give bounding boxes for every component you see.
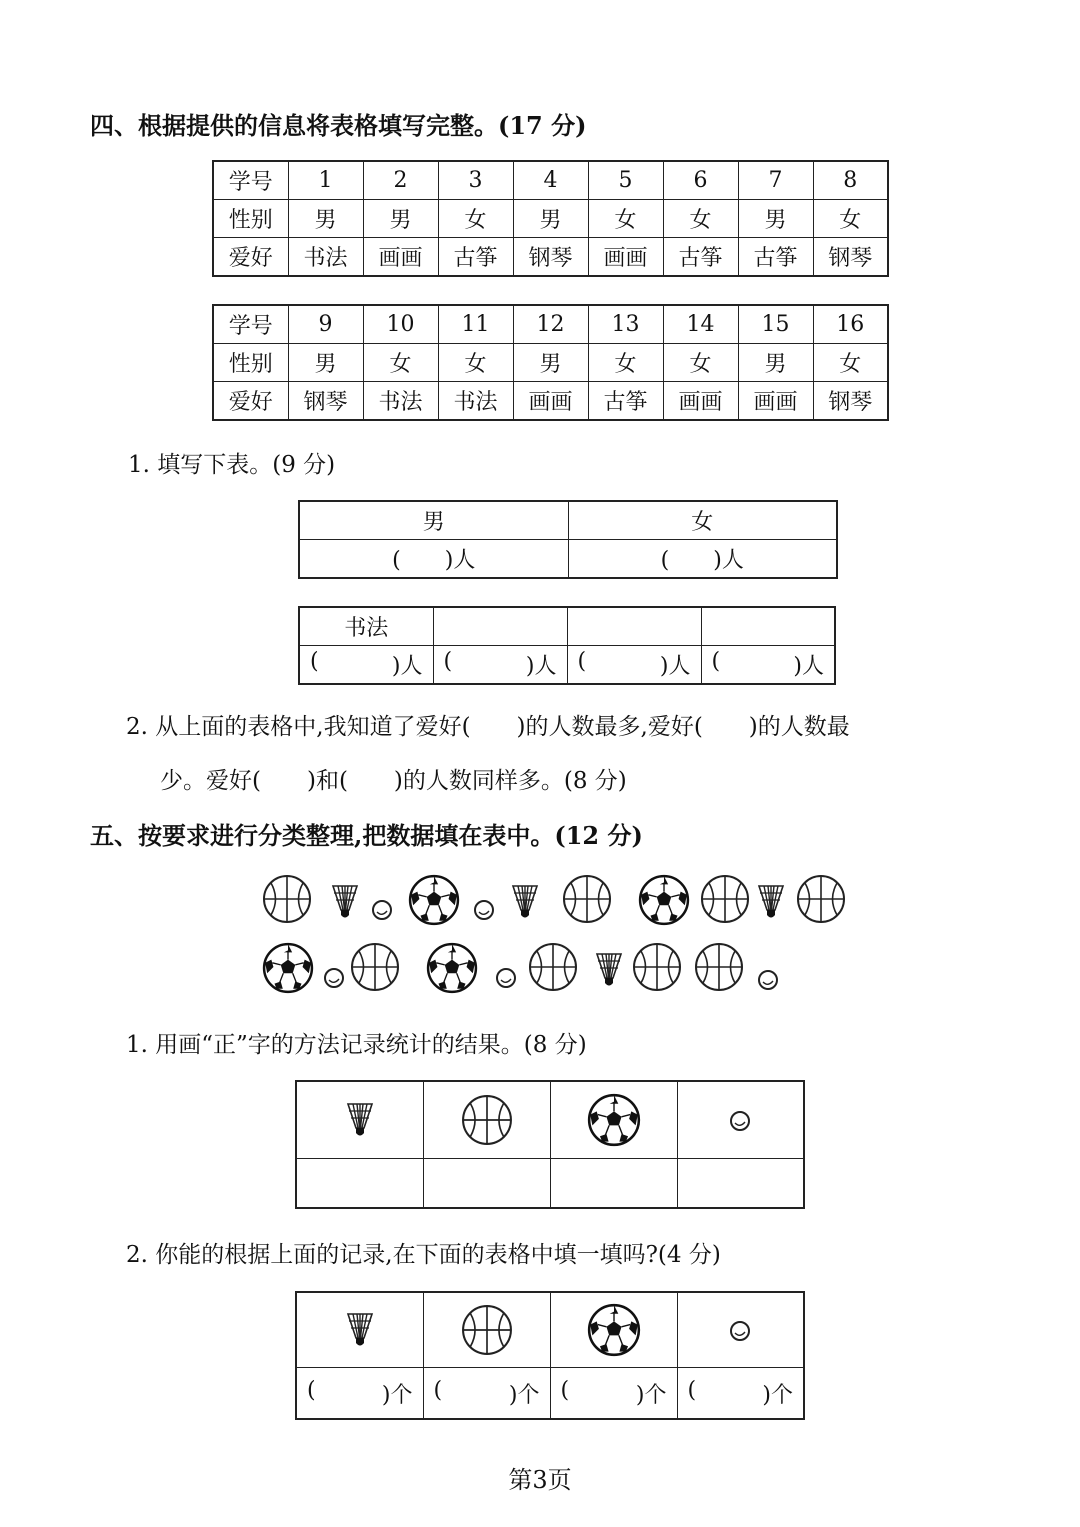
basketball-icon xyxy=(264,876,310,922)
count-blank[interactable] xyxy=(550,1368,677,1420)
basketball-header xyxy=(423,1292,550,1368)
soccer-icon xyxy=(587,1093,641,1147)
student-gender: 女 xyxy=(813,344,888,382)
tally-cell[interactable] xyxy=(296,1159,423,1209)
row-label: 爱好 xyxy=(213,382,288,421)
shuttlecock-header xyxy=(296,1081,423,1159)
basketball-icon xyxy=(352,944,398,990)
basketball-icon xyxy=(530,944,576,990)
table-row xyxy=(299,540,837,579)
count-blank[interactable] xyxy=(677,1368,804,1420)
balls-row-1 xyxy=(0,868,1080,932)
student-id: 2 xyxy=(363,161,438,200)
student-hobby: 古筝 xyxy=(738,238,813,277)
hobby-header-blank[interactable] xyxy=(701,607,835,646)
row-label: 学号 xyxy=(213,161,288,200)
soccer-icon xyxy=(428,944,476,992)
basketball-icon xyxy=(696,944,742,990)
pingpong-icon xyxy=(759,971,777,989)
table-row xyxy=(213,238,888,277)
paren-open: ( xyxy=(577,649,587,674)
paren-open: ( xyxy=(711,649,721,674)
shuttlecock-icon xyxy=(333,886,357,918)
basketball-icon xyxy=(461,1304,513,1356)
paren-close: )人 xyxy=(659,654,691,679)
student-id: 10 xyxy=(363,305,438,344)
table-row xyxy=(299,501,837,540)
balls-row-2 xyxy=(0,938,1080,1002)
student-hobby: 画画 xyxy=(588,238,663,277)
hobby-header-calligraphy: 书法 xyxy=(299,607,433,646)
count-blank[interactable] xyxy=(423,1368,550,1420)
table-row xyxy=(296,1081,804,1159)
table-row xyxy=(296,1292,804,1368)
table-row xyxy=(213,305,888,344)
student-table-1 xyxy=(212,160,889,277)
basketball-icon xyxy=(798,876,844,922)
paren-close: )人 xyxy=(793,654,824,679)
student-hobby: 画画 xyxy=(663,382,738,421)
paren-open: ( xyxy=(307,1377,316,1403)
hobby-count-blank[interactable] xyxy=(299,646,433,685)
student-hobby: 古筝 xyxy=(663,238,738,277)
basketball-header xyxy=(423,1081,550,1159)
student-gender: 男 xyxy=(288,200,363,238)
student-id: 15 xyxy=(738,305,813,344)
soccer-header xyxy=(550,1081,677,1159)
student-hobby: 钢琴 xyxy=(288,382,363,421)
student-gender: 女 xyxy=(663,200,738,238)
paren-open: ( xyxy=(560,1377,570,1403)
student-gender: 男 xyxy=(513,344,588,382)
pingpong-header xyxy=(677,1081,804,1159)
shuttlecock-icon xyxy=(345,1100,375,1140)
table-row xyxy=(299,646,835,685)
student-hobby: 钢琴 xyxy=(813,382,888,421)
student-hobby: 古筝 xyxy=(438,238,513,277)
male-count-blank[interactable]: ( )人 xyxy=(299,540,568,579)
student-gender: 男 xyxy=(363,200,438,238)
student-hobby: 画画 xyxy=(738,382,813,421)
row-label: 爱好 xyxy=(213,238,288,277)
student-id: 14 xyxy=(663,305,738,344)
hobby-count-blank[interactable] xyxy=(567,646,701,685)
student-id: 7 xyxy=(738,161,813,200)
basketball-icon xyxy=(634,944,680,990)
student-gender: 女 xyxy=(663,344,738,382)
section4-title: 四、根据提供的信息将表格填写完整。(17 分) xyxy=(90,111,587,140)
hobby-count-blank[interactable] xyxy=(701,646,835,685)
pingpong-icon xyxy=(728,1109,752,1133)
female-count-blank[interactable]: ( )人 xyxy=(568,540,837,579)
student-hobby: 书法 xyxy=(363,382,438,421)
basketball-icon xyxy=(702,876,748,922)
pingpong-icon xyxy=(475,901,493,919)
paren-close: )个 xyxy=(508,1382,540,1408)
table-row xyxy=(213,382,888,421)
student-gender: 男 xyxy=(288,344,363,382)
table-row xyxy=(299,607,835,646)
paren-close: )个 xyxy=(762,1382,793,1408)
soccer-icon xyxy=(640,876,688,924)
soccer-icon xyxy=(410,876,458,924)
student-gender: 女 xyxy=(813,200,888,238)
gender-header-female: 女 xyxy=(568,501,837,540)
section5-title: 五、按要求进行分类整理,把数据填在表中。(12 分) xyxy=(90,821,643,850)
pingpong-icon xyxy=(373,901,391,919)
soccer-icon xyxy=(264,944,312,992)
paren-open: ( xyxy=(687,1377,697,1403)
student-hobby: 书法 xyxy=(288,238,363,277)
shuttlecock-header xyxy=(296,1292,423,1368)
tally-cell[interactable] xyxy=(550,1159,677,1209)
soccer-header xyxy=(550,1292,677,1368)
student-hobby: 古筝 xyxy=(588,382,663,421)
table-row xyxy=(213,161,888,200)
table-row xyxy=(213,200,888,238)
student-id: 1 xyxy=(288,161,363,200)
table-row xyxy=(296,1368,804,1420)
row-label: 性别 xyxy=(213,344,288,382)
section5-q1-text: 1. 用画“正”字的方法记录统计的结果。(8 分) xyxy=(126,1032,587,1058)
student-id: 16 xyxy=(813,305,888,344)
basketball-icon xyxy=(461,1094,513,1146)
gender-count-table xyxy=(298,500,838,579)
gender-header-male: 男 xyxy=(299,501,568,540)
shuttlecock-icon xyxy=(513,886,537,918)
student-gender: 男 xyxy=(738,344,813,382)
student-gender: 女 xyxy=(438,344,513,382)
student-gender: 男 xyxy=(738,200,813,238)
paren-open: ( xyxy=(443,649,453,674)
paren-open: ( xyxy=(310,649,319,674)
student-hobby: 钢琴 xyxy=(513,238,588,277)
table-row xyxy=(213,344,888,382)
student-id: 6 xyxy=(663,161,738,200)
paren-close: )个 xyxy=(635,1382,667,1408)
shuttlecock-icon xyxy=(345,1310,375,1350)
row-label: 学号 xyxy=(213,305,288,344)
student-id: 13 xyxy=(588,305,663,344)
section4-q1-text: 1. 填写下表。(9 分) xyxy=(128,452,336,478)
paren-open: ( xyxy=(433,1377,443,1403)
paren-close: )人 xyxy=(391,654,423,679)
paren-close: )个 xyxy=(381,1382,413,1408)
student-hobby: 画画 xyxy=(513,382,588,421)
tally-cell[interactable] xyxy=(677,1159,804,1209)
student-gender: 女 xyxy=(588,344,663,382)
pingpong-icon xyxy=(497,969,515,987)
paren-close: )人 xyxy=(525,654,557,679)
hobby-count-blank[interactable] xyxy=(433,646,567,685)
hobby-count-table xyxy=(298,606,836,685)
student-id: 12 xyxy=(513,305,588,344)
student-id: 4 xyxy=(513,161,588,200)
pingpong-icon xyxy=(325,969,343,987)
pingpong-icon xyxy=(728,1319,752,1343)
basketball-icon xyxy=(564,876,610,922)
student-gender: 女 xyxy=(363,344,438,382)
page-number: 第3页 xyxy=(508,1466,572,1494)
table-row xyxy=(296,1159,804,1209)
student-gender: 女 xyxy=(588,200,663,238)
student-hobby: 书法 xyxy=(438,382,513,421)
soccer-icon xyxy=(587,1303,641,1357)
student-table-2 xyxy=(212,304,889,421)
row-label: 性别 xyxy=(213,200,288,238)
student-id: 3 xyxy=(438,161,513,200)
student-id: 11 xyxy=(438,305,513,344)
section5-q2-text: 2. 你能的根据上面的记录,在下面的表格中填一填吗?(4 分) xyxy=(126,1242,721,1268)
pingpong-header xyxy=(677,1292,804,1368)
hobby-header-blank[interactable] xyxy=(433,607,567,646)
shuttlecock-icon xyxy=(597,954,621,986)
section4-q2-line2: 少。爱好( )和( )的人数同样多。(8 分) xyxy=(160,768,627,794)
student-id: 9 xyxy=(288,305,363,344)
student-hobby: 画画 xyxy=(363,238,438,277)
tally-cell[interactable] xyxy=(423,1159,550,1209)
student-hobby: 钢琴 xyxy=(813,238,888,277)
student-id: 5 xyxy=(588,161,663,200)
section4-q2-line1: 2. 从上面的表格中,我知道了爱好( )的人数最多,爱好( )的人数最 xyxy=(126,714,850,740)
count-blank[interactable] xyxy=(296,1368,423,1420)
shuttlecock-icon xyxy=(759,886,783,918)
hobby-header-blank[interactable] xyxy=(567,607,701,646)
student-gender: 女 xyxy=(438,200,513,238)
count-table xyxy=(295,1291,805,1420)
tally-table xyxy=(295,1080,805,1209)
student-id: 8 xyxy=(813,161,888,200)
student-gender: 男 xyxy=(513,200,588,238)
